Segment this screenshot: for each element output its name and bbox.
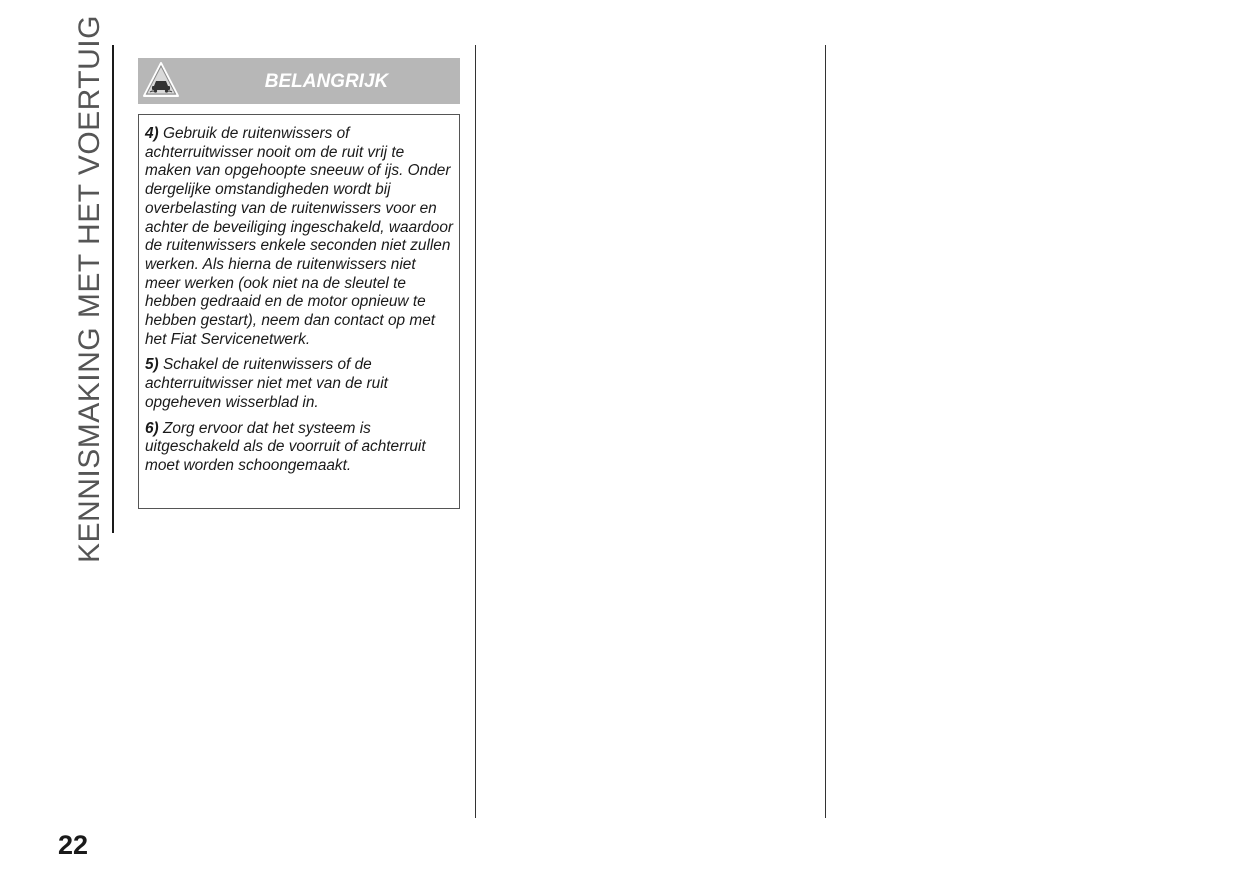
note-5 bbox=[145, 356, 453, 412]
note-text: Gebruik de ruitenwissers of achterruitwisser nooit om de ruit vrij te maken van opgehoopte sneeuw of ijs. Onder dergelijke omstandigheden wordt bij overbelasting van de ruitenwissers voor en achter de beveiliging ingeschakeld, waardoor de ruitenwissers enkele seconden niet zullen werken. Als hierna de ruitenwissers niet meer werken (ook niet na de sleutel te hebben gedraaid en de motor opnieuw te hebben gestart), neem dan contact op met het Fiat Servicenetwerk. bbox=[145, 125, 454, 348]
warning-car-icon bbox=[142, 61, 180, 99]
section-title-text: KENNISMAKING MET HET VOERTUIG bbox=[73, 15, 106, 563]
column-divider-2 bbox=[825, 45, 826, 818]
section-divider bbox=[112, 45, 114, 533]
column-divider-1 bbox=[475, 45, 476, 818]
section-title bbox=[68, 15, 112, 563]
note-text: Schakel de ruitenwissers of de achterruitwisser niet met van de ruit opgeheven wisserblad in. bbox=[145, 356, 388, 411]
warning-box bbox=[138, 114, 460, 509]
note-text: Zorg ervoor dat het systeem is uitgeschakeld als de voorruit of achterruit moet worden schoongemaakt. bbox=[145, 419, 426, 474]
note-4 bbox=[145, 125, 453, 349]
note-number: 4) bbox=[145, 125, 159, 142]
note-number: 6) bbox=[145, 419, 159, 437]
warning-title: BELANGRIJK bbox=[264, 71, 389, 92]
note-number: 5) bbox=[145, 356, 159, 374]
page-number: 22 bbox=[58, 830, 89, 860]
note-6 bbox=[145, 420, 453, 476]
warning-header bbox=[138, 58, 460, 104]
